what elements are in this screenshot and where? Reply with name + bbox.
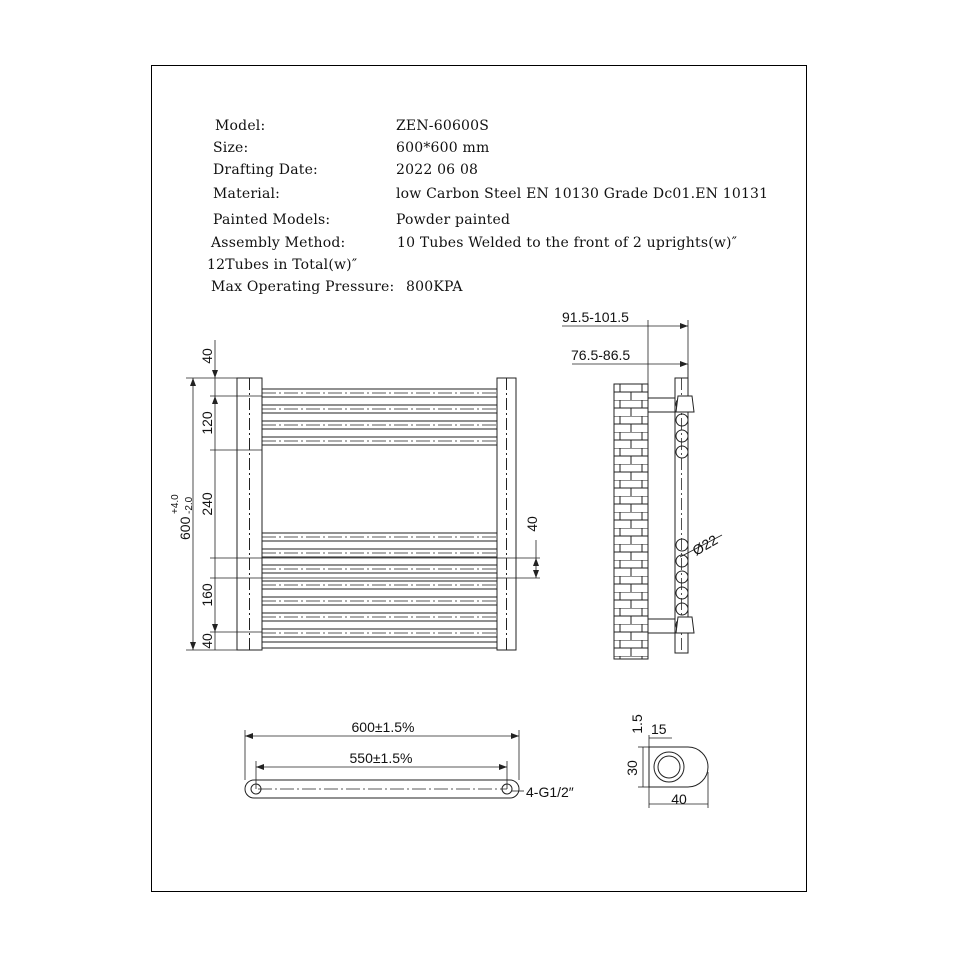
- centre-distance-dimension: 550±1.5%: [349, 750, 413, 766]
- model-value: ZEN-60600S: [396, 118, 490, 134]
- left-dimension-lines: [186, 340, 540, 650]
- model-label: Model:: [215, 118, 266, 134]
- overall-width-dimension: 600±1.5%: [351, 719, 415, 735]
- size-label: Size:: [213, 140, 249, 156]
- upper-section-dimension: 120: [199, 411, 215, 435]
- assembly-method-continued: 12Tubes in Total(w)″: [207, 257, 358, 273]
- connection-size-label: 4-G1/2″: [526, 784, 574, 800]
- assembly-method-label: Assembly Method:: [211, 235, 346, 251]
- drafting-date-value: 2022 06 08: [396, 162, 479, 178]
- material-label: Material:: [213, 186, 281, 202]
- drafting-date-label: Drafting Date:: [213, 162, 318, 178]
- top-gap-dimension: 40: [199, 348, 215, 364]
- lower-tube-group: [262, 533, 497, 648]
- tolerance-minus: -2.0: [184, 496, 195, 514]
- dimension-arrows: [190, 370, 539, 650]
- lower-section-dimension: 160: [199, 583, 215, 607]
- middle-section-dimension: 240: [199, 492, 215, 516]
- side-view: [562, 320, 722, 659]
- bracket-height-dimension: 30: [624, 760, 640, 776]
- tolerance-plus: +4.0: [170, 494, 181, 514]
- size-value: 600*600 mm: [396, 140, 490, 156]
- outer-depth-dimension: 91.5-101.5: [562, 309, 629, 325]
- material-value: low Carbon Steel EN 10130 Grade Dc01.EN 10131: [396, 186, 769, 202]
- painted-models-label: Painted Models:: [213, 212, 331, 228]
- overall-height-dimension: 600: [177, 516, 193, 540]
- inner-depth-dimension: 76.5-86.5: [571, 347, 631, 363]
- upper-tube-group: [262, 389, 497, 445]
- front-view: [186, 340, 540, 650]
- bracket-offset-dimension: 15: [651, 721, 667, 737]
- right-gap-dimension: 40: [524, 516, 540, 532]
- bottom-wall-bracket: [648, 619, 675, 633]
- max-pressure-label: Max Operating Pressure:: [211, 279, 395, 295]
- bottom-view-dimensions: [350, 719, 574, 800]
- assembly-method-value: 10 Tubes Welded to the front of 2 uprights(w)″: [397, 235, 738, 251]
- max-pressure-value: 800KPA: [406, 279, 463, 295]
- painted-models-value: Powder painted: [396, 212, 511, 228]
- bracket-inner-ring: [658, 756, 680, 778]
- tube-diameter-dimension: Ø22: [689, 531, 721, 559]
- bottom-gap-dimension: 40: [199, 633, 215, 649]
- wall-brick-section: [614, 384, 648, 659]
- bracket-gap-dimension: 1.5: [629, 714, 645, 734]
- top-wall-bracket: [648, 398, 675, 412]
- bracket-width-dimension: 40: [671, 791, 687, 807]
- tube-sections: [676, 398, 688, 631]
